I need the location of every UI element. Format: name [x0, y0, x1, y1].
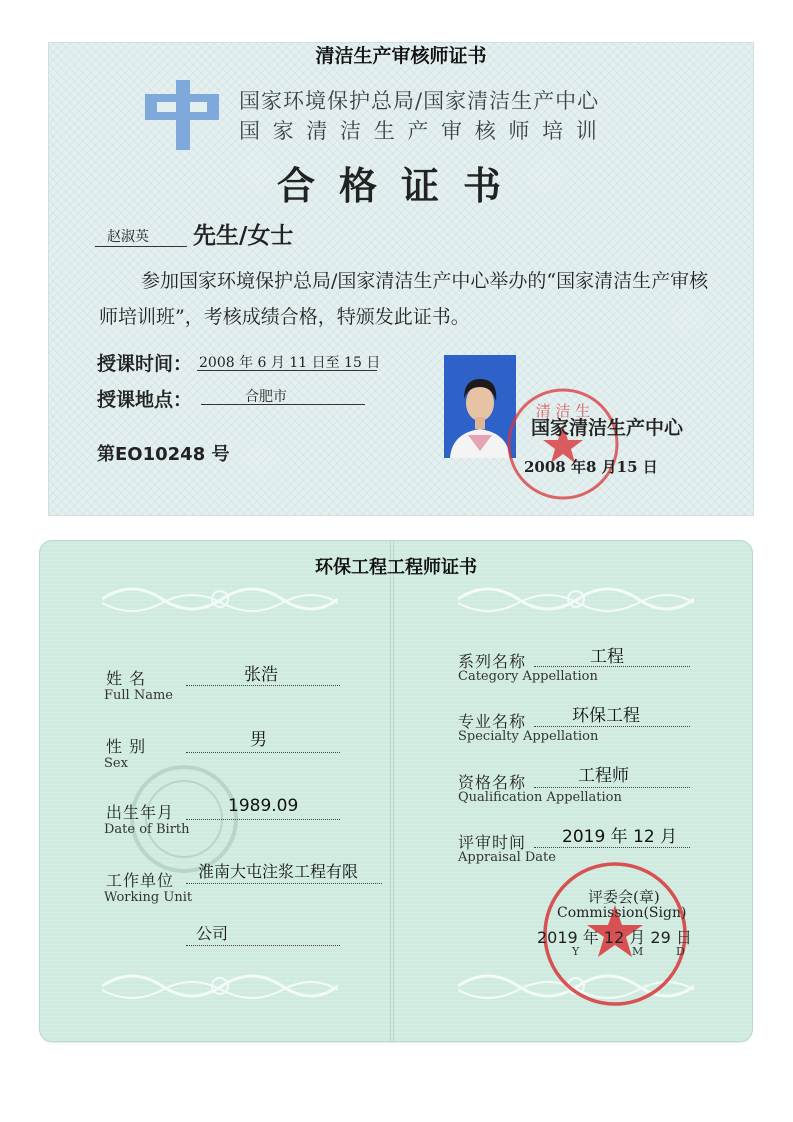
place-underline	[201, 404, 365, 405]
ymd-m: M	[632, 945, 644, 958]
birth-label-en: Date of Birth	[104, 822, 190, 837]
specialty-label-en: Specialty Appellation	[458, 729, 599, 744]
certificate-heading: 清洁生产审核师证书	[315, 45, 487, 67]
work-unit-value-line2: 公司	[196, 924, 229, 943]
certificate-number: 第EO10248 号	[97, 444, 230, 465]
teaching-place-label: 授课地点：	[97, 389, 193, 411]
appraisal-dotline	[534, 847, 690, 848]
cleaner-production-certificate	[48, 42, 754, 516]
sign-date: 2019 年 12 月 29 日	[537, 928, 692, 947]
qualification-label: 资格名称	[458, 773, 527, 792]
agency-line-2: 国 家 清 洁 生 产 审 核 师 培 训	[239, 119, 600, 143]
qualification-dotline	[534, 787, 690, 788]
certificate-title: 合格证书	[276, 164, 525, 208]
name-label: 姓 名	[106, 669, 147, 688]
ymd-y: Y	[572, 945, 580, 958]
ornament-top-left-icon	[102, 579, 338, 619]
booklet-spine	[390, 541, 394, 1041]
work-unit-dotline-1	[186, 883, 382, 884]
honorific: 先生/女士	[193, 223, 294, 249]
teaching-time-label: 授课时间：	[97, 353, 193, 375]
appraisal-label-en: Appraisal Date	[458, 850, 556, 865]
ymd-d: D	[676, 945, 685, 958]
ornament-bottom-left-icon	[102, 966, 338, 1006]
work-unit-value-line1: 淮南大屯注浆工程有限	[198, 862, 359, 881]
certificate-body-text: 参加国家环境保护总局/国家清洁生产中心举办的“国家清洁生产审核师培训班”，考核成绩合格，特颁发此证书。	[99, 270, 709, 328]
specialty-value: 环保工程	[572, 706, 640, 726]
birth-value: 1989.09	[228, 796, 299, 816]
ornament-top-right-icon	[458, 579, 694, 619]
appraisal-value: 2019 年 12 月	[562, 827, 678, 847]
sex-value: 男	[250, 730, 267, 750]
zhong-logo-icon	[145, 80, 219, 150]
recipient-name: 赵淑英	[107, 229, 149, 245]
agency-line-1: 国家环境保护总局/国家清洁生产中心	[239, 89, 600, 113]
qualification-value: 工程师	[578, 766, 629, 786]
commission-sign-label-en: Commission(Sign)	[557, 905, 687, 921]
time-underline	[197, 370, 377, 371]
category-label: 系列名称	[458, 652, 527, 671]
name-label-en: Full Name	[104, 688, 173, 703]
specialty-label: 专业名称	[458, 712, 527, 731]
issuer-name: 国家清洁生产中心	[531, 417, 684, 439]
work-unit-label: 工作单位	[106, 871, 175, 890]
issue-date: 2008 年8 月15 日	[524, 458, 658, 476]
commission-sign-label: 评委会(章)	[588, 888, 660, 906]
name-dotline	[186, 685, 340, 686]
red-seal-icon	[505, 386, 621, 502]
environmental-engineer-certificate	[40, 541, 752, 1041]
teaching-time-value: 2008 年 6 月 11 日至 15 日	[199, 355, 381, 371]
appraisal-label: 评审时间	[458, 833, 527, 852]
seal-text: 清 洁 生	[535, 402, 591, 420]
work-unit-dotline-2	[186, 945, 340, 946]
birth-label: 出生年月	[106, 803, 175, 822]
sex-label: 性 别	[106, 737, 147, 756]
teaching-place-value: 合肥市	[245, 389, 287, 405]
qualification-label-en: Qualification Appellation	[458, 790, 622, 805]
specialty-dotline	[534, 726, 690, 727]
work-unit-label-en: Working Unit	[104, 890, 193, 905]
booklet-heading: 环保工程工程师证书	[315, 557, 477, 578]
sex-label-en: Sex	[104, 756, 128, 771]
birth-dotline	[186, 819, 340, 820]
sex-dotline	[186, 752, 340, 753]
category-value: 工程	[590, 647, 624, 667]
name-value: 张浩	[244, 665, 278, 685]
category-label-en: Category Appellation	[458, 669, 598, 684]
recipient-underline	[95, 246, 187, 247]
